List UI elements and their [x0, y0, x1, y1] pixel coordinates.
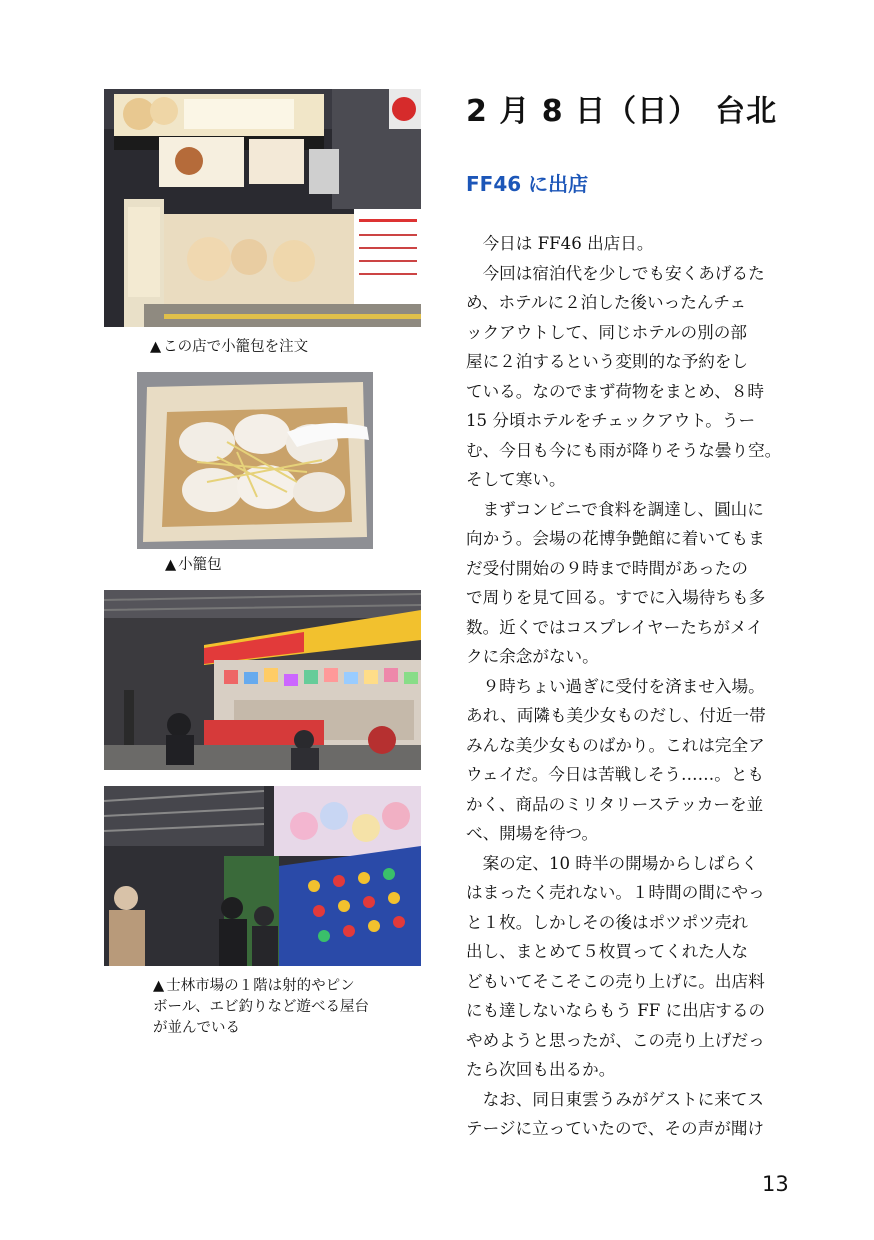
body-line: やめようと思ったが、この売り上げだっ	[466, 1030, 765, 1050]
body-line: ウェイだ。今日は苦戦しそう……。とも	[466, 765, 765, 784]
body-line: ９時ちょい過ぎに受付を済ませ入場。	[466, 676, 765, 696]
body-line: みんな美少女ものばかり。これは完全ア	[466, 735, 765, 755]
body-line: べ、開場を待つ。	[466, 824, 599, 843]
body-text	[466, 229, 790, 1144]
body-line: と１枚。しかしその後はポツポツ売れ	[466, 912, 749, 932]
page-number: 13	[762, 1172, 789, 1196]
figure-caption-shilin: ▲ 士林市場の１階は射的やピン ボール、エビ釣りなど遊べる屋台 が並んでいる	[153, 978, 370, 1036]
body-line: かく、商品のミリタリーステッカーを並	[466, 794, 764, 814]
body-line: まずコンビニで食料を調達し、圓山に	[466, 499, 764, 519]
body-line: 向かう。会場の花博争艶館に着いてもま	[466, 529, 765, 548]
body-line: なお、同日東雲うみがゲストに来てス	[466, 1089, 765, 1109]
body-line: クに余念がない。	[466, 647, 599, 666]
triangle-marker: ▲	[153, 978, 165, 994]
figure-caption-stall: ▲ この店で小籠包を注文	[150, 337, 308, 358]
body-line: そして寒い。	[466, 470, 566, 489]
body-line: にも達しないならもう FF に出店するの	[466, 1001, 766, 1020]
body-line: ている。なのでまず荷物をまとめ、８時	[466, 381, 765, 401]
body-line: 数。近くではコスプレイヤーたちがメイ	[466, 617, 763, 637]
body-line: テージに立っていたので、その声が聞け	[466, 1119, 765, 1138]
body-line: 屋に２泊するという変則的な予約をし	[466, 352, 749, 371]
photo-game-stall	[104, 590, 421, 770]
triangle-marker: ▲	[165, 557, 177, 573]
body-line: で周りを見て回る。すでに入場待ちも多	[466, 588, 766, 607]
body-line: たら次回も出るか。	[466, 1060, 616, 1079]
body-line: だ受付開始の９時まで時間があったの	[466, 558, 748, 578]
photo-shilin-market	[104, 786, 421, 966]
body-line: どもいてそこそこの売り上げに。出店料	[466, 971, 765, 991]
body-line: め、ホテルに２泊した後いったんチェ	[466, 293, 747, 312]
body-line: 今日は FF46 出店日。	[466, 234, 654, 253]
body-line: 15 分頃ホテルをチェックアウト。うー	[466, 411, 756, 430]
triangle-marker: ▲	[150, 339, 162, 355]
figure-caption-xiaolongbao: ▲ 小籠包	[165, 555, 222, 576]
body-line: む、今日も今にも雨が降りそうな曇り空。	[466, 440, 782, 460]
photo-xiaolongbao-box	[137, 372, 373, 549]
body-line: 今回は宿泊代を少しでも安くあげるた	[466, 263, 765, 283]
photo-dumpling-stall	[104, 89, 421, 327]
body-line: 案の定、10 時半の開場からしばらく	[466, 853, 758, 873]
body-line: はまったく売れない。１時間の間にやっ	[466, 883, 765, 902]
section-heading: FF46 に出店	[466, 172, 589, 196]
page-title: 2 月 8 日（日） 台北	[466, 94, 778, 129]
body-line: あれ、両隣も美少女ものだし、付近一帯	[466, 706, 766, 725]
body-line: 出し、まとめて５枚買ってくれた人な	[466, 942, 749, 961]
body-line: ックアウトして、同じホテルの別の部	[466, 322, 747, 342]
